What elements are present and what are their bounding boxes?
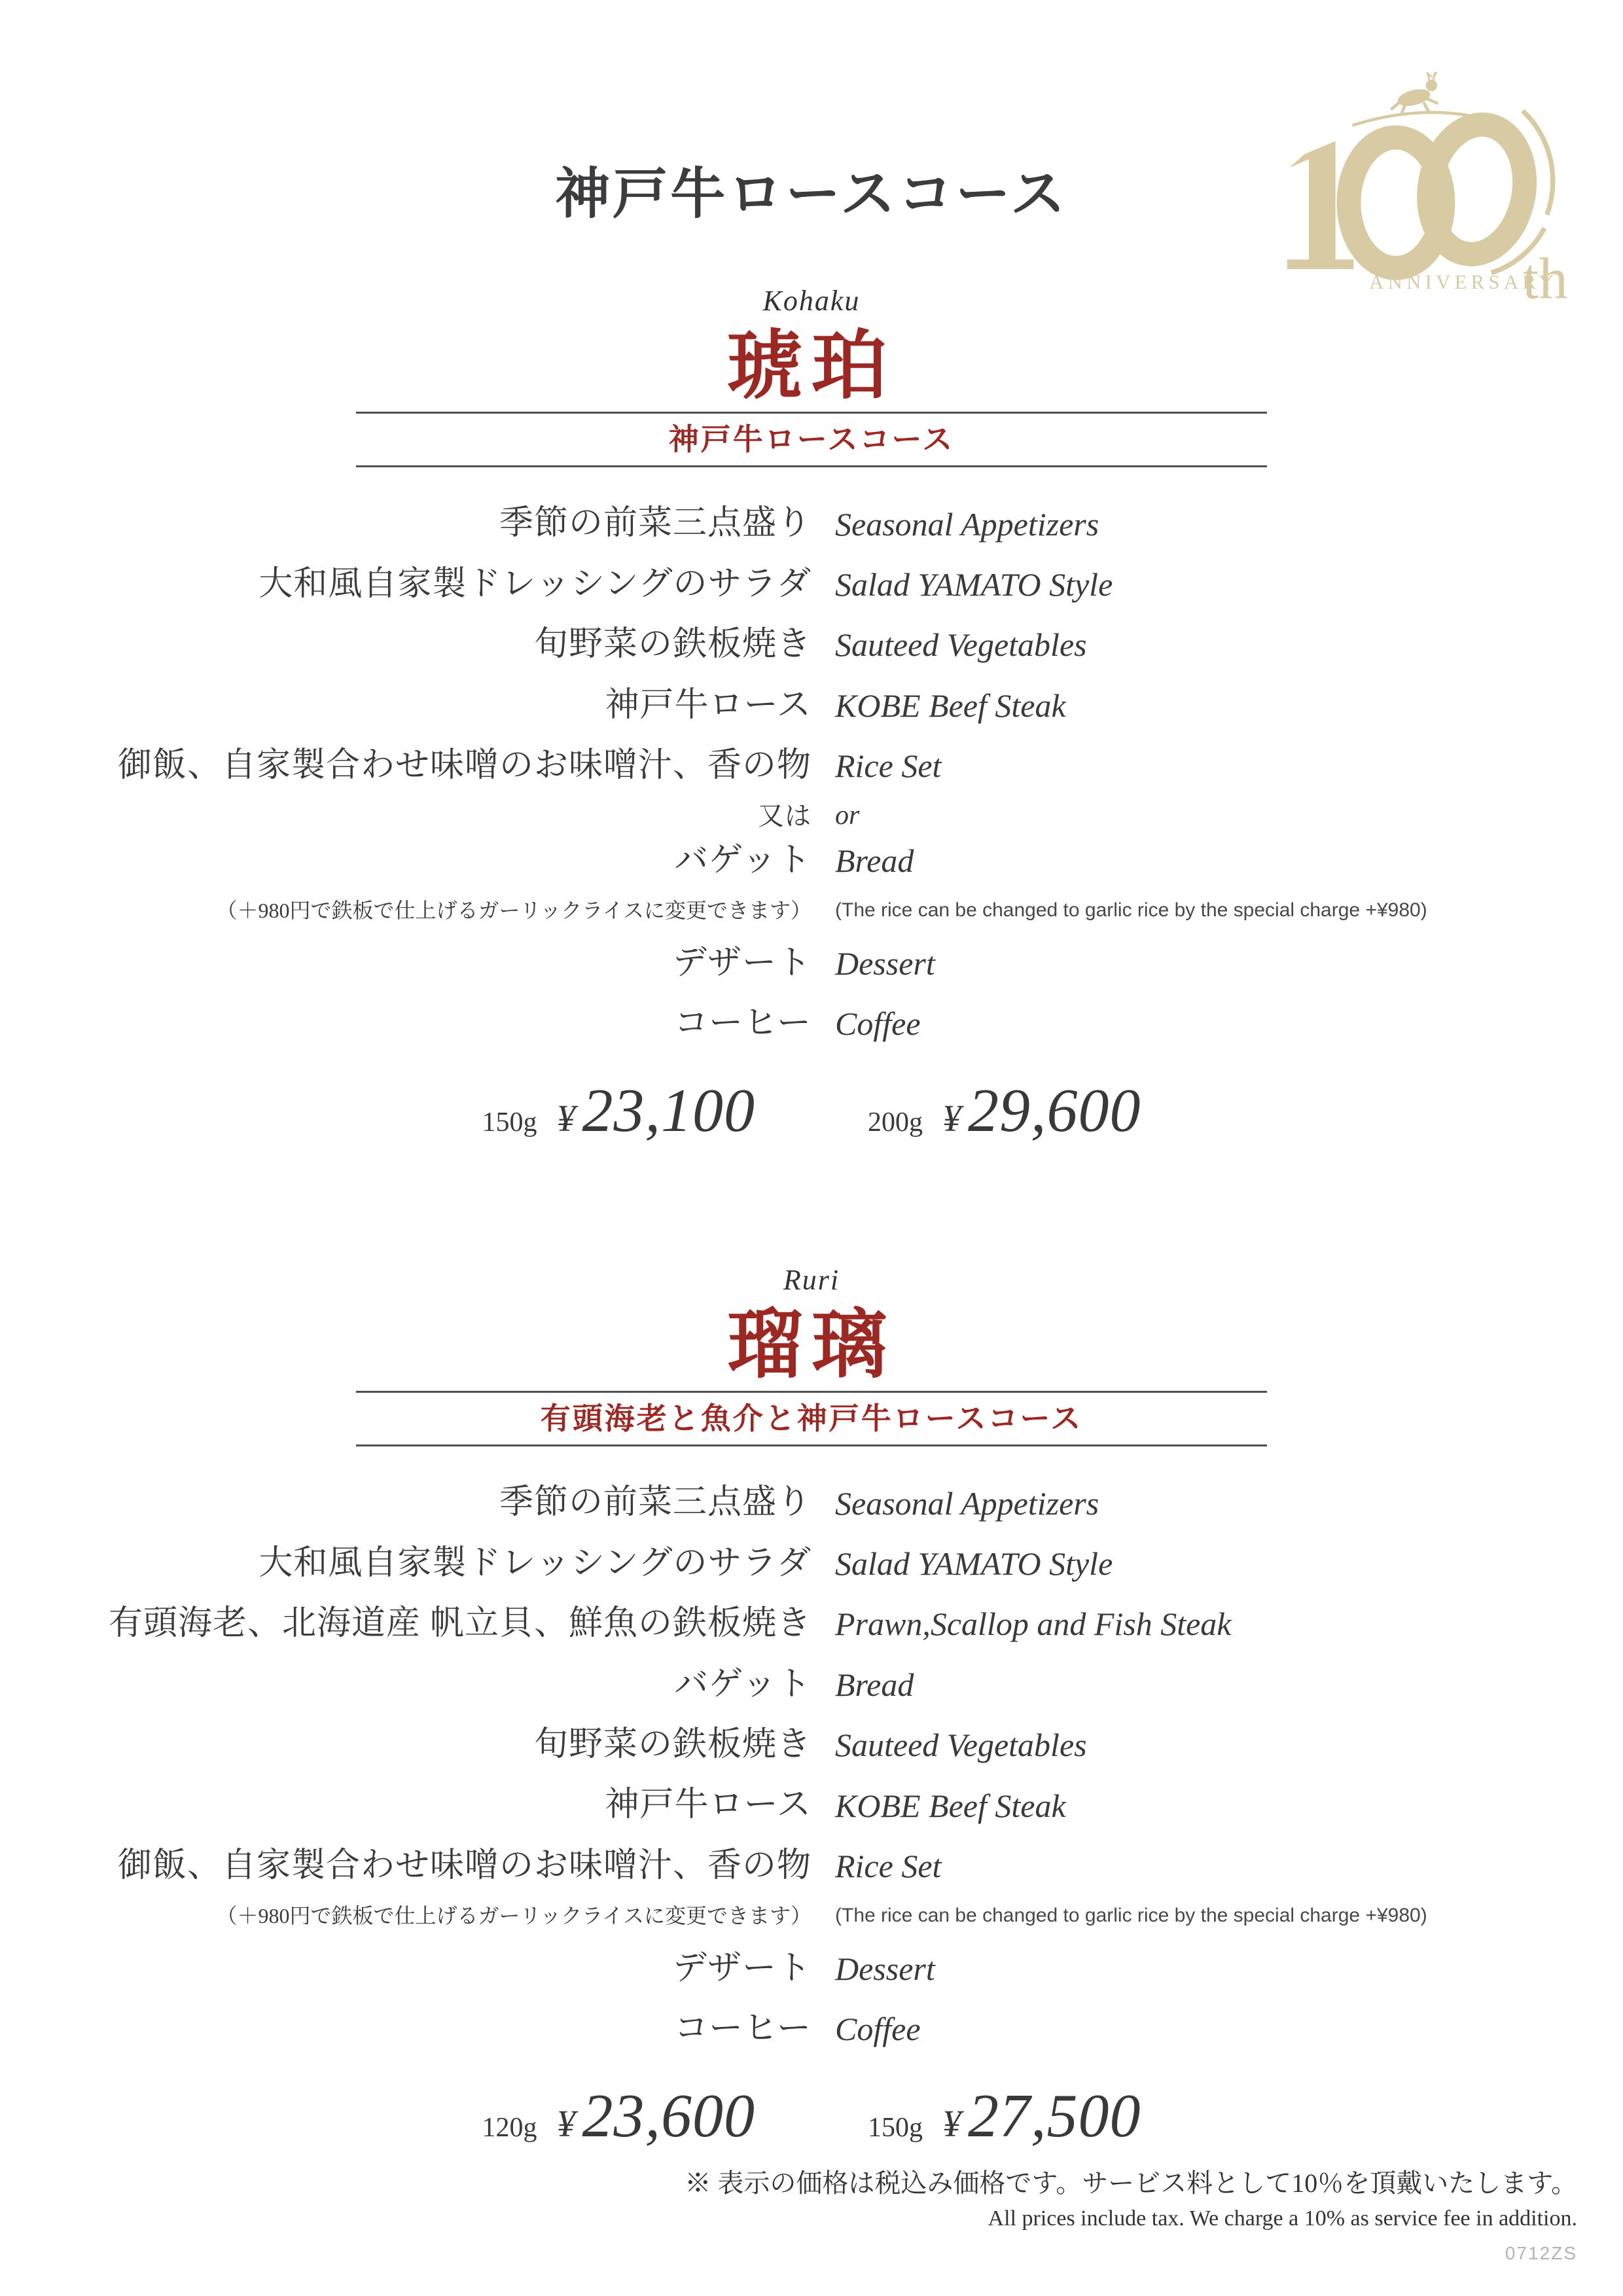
footer [685,2168,1577,2264]
menu-item-jp: バゲット [674,841,812,879]
menu-item-en: Coffee [835,1005,921,1043]
menu-row [0,1785,1623,1825]
menu-item-en: Bread [835,1666,914,1703]
price-currency: ¥ [942,2102,961,2145]
menu-item-en: Sauteed Vegetables [835,1727,1087,1764]
course-name-romaji: Kohaku [762,285,861,317]
menu-row [0,1725,1623,1765]
price-currency: ¥ [942,1097,961,1140]
menu-row [0,503,1623,544]
menu-item-jp: 神戸牛ロース [605,686,812,724]
menu-item-en: Seasonal Appetizers [835,505,1099,543]
menu-row [0,1664,1623,1705]
menu-item-en: or [835,800,860,831]
footer-note-en: All prices include tax. We charge a 10% as service fee in addition. [988,2206,1577,2231]
price-weight: 150g [482,1107,537,1138]
course-name-kanji: 瑠璃 [726,1303,896,1387]
menu-row [0,943,1623,984]
price-amount: 29,600 [968,1077,1141,1145]
price [868,1077,1141,1145]
menu-row [0,898,1623,923]
course-ruri [0,1264,1623,2151]
menu-item-en: Rice Set [835,1847,942,1884]
price [482,1077,756,1145]
menu-item-jp: （＋980円で鉄板で仕上げるガーリックライスに変更できます） [216,899,812,923]
menu-item-jp: コーヒー [674,1004,812,1042]
course-name-kanji: 琥珀 [726,324,896,408]
menu-item-jp: 神戸牛ロース [605,1786,812,1824]
menu-item-en: KOBE Beef Steak [835,687,1066,724]
menu-item-jp: 旬野菜の鉄板焼き [533,1726,812,1764]
menu-row [0,685,1623,726]
anniversary-caption: ANNIVERSARY [1369,270,1558,293]
menu-row [0,1846,1623,1886]
course-prices [0,1077,1623,1145]
price-amount: 23,100 [582,1077,755,1145]
menu-item-en: Dessert [835,944,935,982]
menu-item-jp: 旬野菜の鉄板焼き [533,626,812,664]
menu-item-jp: バゲット [674,1665,812,1703]
menu-item-en: Seasonal Appetizers [835,1484,1099,1522]
course-name-romaji: Ruri [783,1264,840,1297]
price-weight: 150g [868,2113,923,2144]
menu-row [0,840,1623,881]
deer-icon [1391,72,1438,115]
price-amount: 23,600 [582,2082,755,2151]
menu-item-en: Rice Set [835,747,942,785]
footer-note-jp: ※ 表示の価格は税込み価格です。サービス料として10％を頂戴いたします。 [685,2168,1577,2198]
menu-item-en: Sauteed Vegetables [835,626,1087,664]
menu-item-jp: 有頭海老、北海道産 帆立貝、鮮魚の鉄板焼き [108,1605,812,1643]
menu-row [0,624,1623,665]
menu-item-jp: 又は [758,800,812,831]
menu-row [0,564,1623,605]
menu-item-jp: 大和風自家製ドレッシングのサラダ [259,565,812,603]
menu-item-jp: デザート [672,944,812,982]
menu-item-jp: デザート [672,1949,812,1987]
menu-item-en: KOBE Beef Steak [835,1787,1066,1824]
menu-row [0,1948,1623,1989]
menu-row [0,1003,1623,1044]
price-weight: 120g [482,2113,537,2144]
price [868,2082,1141,2151]
logo-zero-2 [1419,117,1534,262]
menu-row [0,1903,1623,1928]
menu-item-en: (The rice can be changed to garlic rice by the special charge +¥980) [835,899,1427,922]
course-kohaku [0,285,1623,1145]
price-weight: 200g [868,1107,923,1138]
menu-item-en: Dessert [835,1950,935,1987]
menu-item-en: Coffee [835,2011,921,2048]
anniversary-logo-graphic [1262,60,1576,309]
document-code: 0712ZS [1505,2242,1577,2263]
course-items [0,1482,1623,2049]
course-subtitle-band [356,412,1267,467]
menu-item-jp: コーヒー [674,2009,812,2047]
menu-item-jp: 御飯、自家製合わせ味噌のお味噌汁、香の物 [117,1846,812,1884]
course-subtitle: 神戸牛ロースコース [668,423,955,457]
anniversary-logo [1262,60,1576,309]
menu-item-en: Salad YAMATO Style [835,566,1113,603]
menu-row [0,1543,1623,1584]
course-items [0,503,1623,1044]
menu-item-en: Bread [835,842,914,879]
menu-item-en: Prawn,Scallop and Fish Steak [835,1605,1232,1643]
course-prices [0,2082,1623,2151]
price-currency: ¥ [556,1097,576,1140]
menu-row [0,1482,1623,1523]
menu-item-jp: 大和風自家製ドレッシングのサラダ [259,1544,812,1582]
price [482,2082,756,2151]
menu-item-jp: 季節の前菜三点盛り [499,1484,812,1522]
menu-item-jp: （＋980円で鉄板で仕上げるガーリックライスに変更できます） [216,1904,812,1928]
menu-row [0,1604,1623,1644]
anniversary-suffix: th [1522,247,1568,309]
menu-item-jp: 季節の前菜三点盛り [499,505,812,543]
menu-row [0,799,1623,832]
page-title: 神戸牛ロースコース [555,164,1068,225]
menu-row [0,2009,1623,2049]
course-subtitle-band [356,1391,1267,1446]
price-amount: 27,500 [968,2082,1141,2151]
menu-item-en: (The rice can be changed to garlic rice by the special charge +¥980) [835,1905,1427,1927]
course-subtitle: 有頭海老と魚介と神戸牛ロースコース [540,1402,1083,1436]
menu-item-en: Salad YAMATO Style [835,1545,1113,1583]
menu-row [0,745,1623,786]
price-currency: ¥ [556,2102,576,2145]
menu-item-jp: 御飯、自家製合わせ味噌のお味噌汁、香の物 [117,747,812,785]
